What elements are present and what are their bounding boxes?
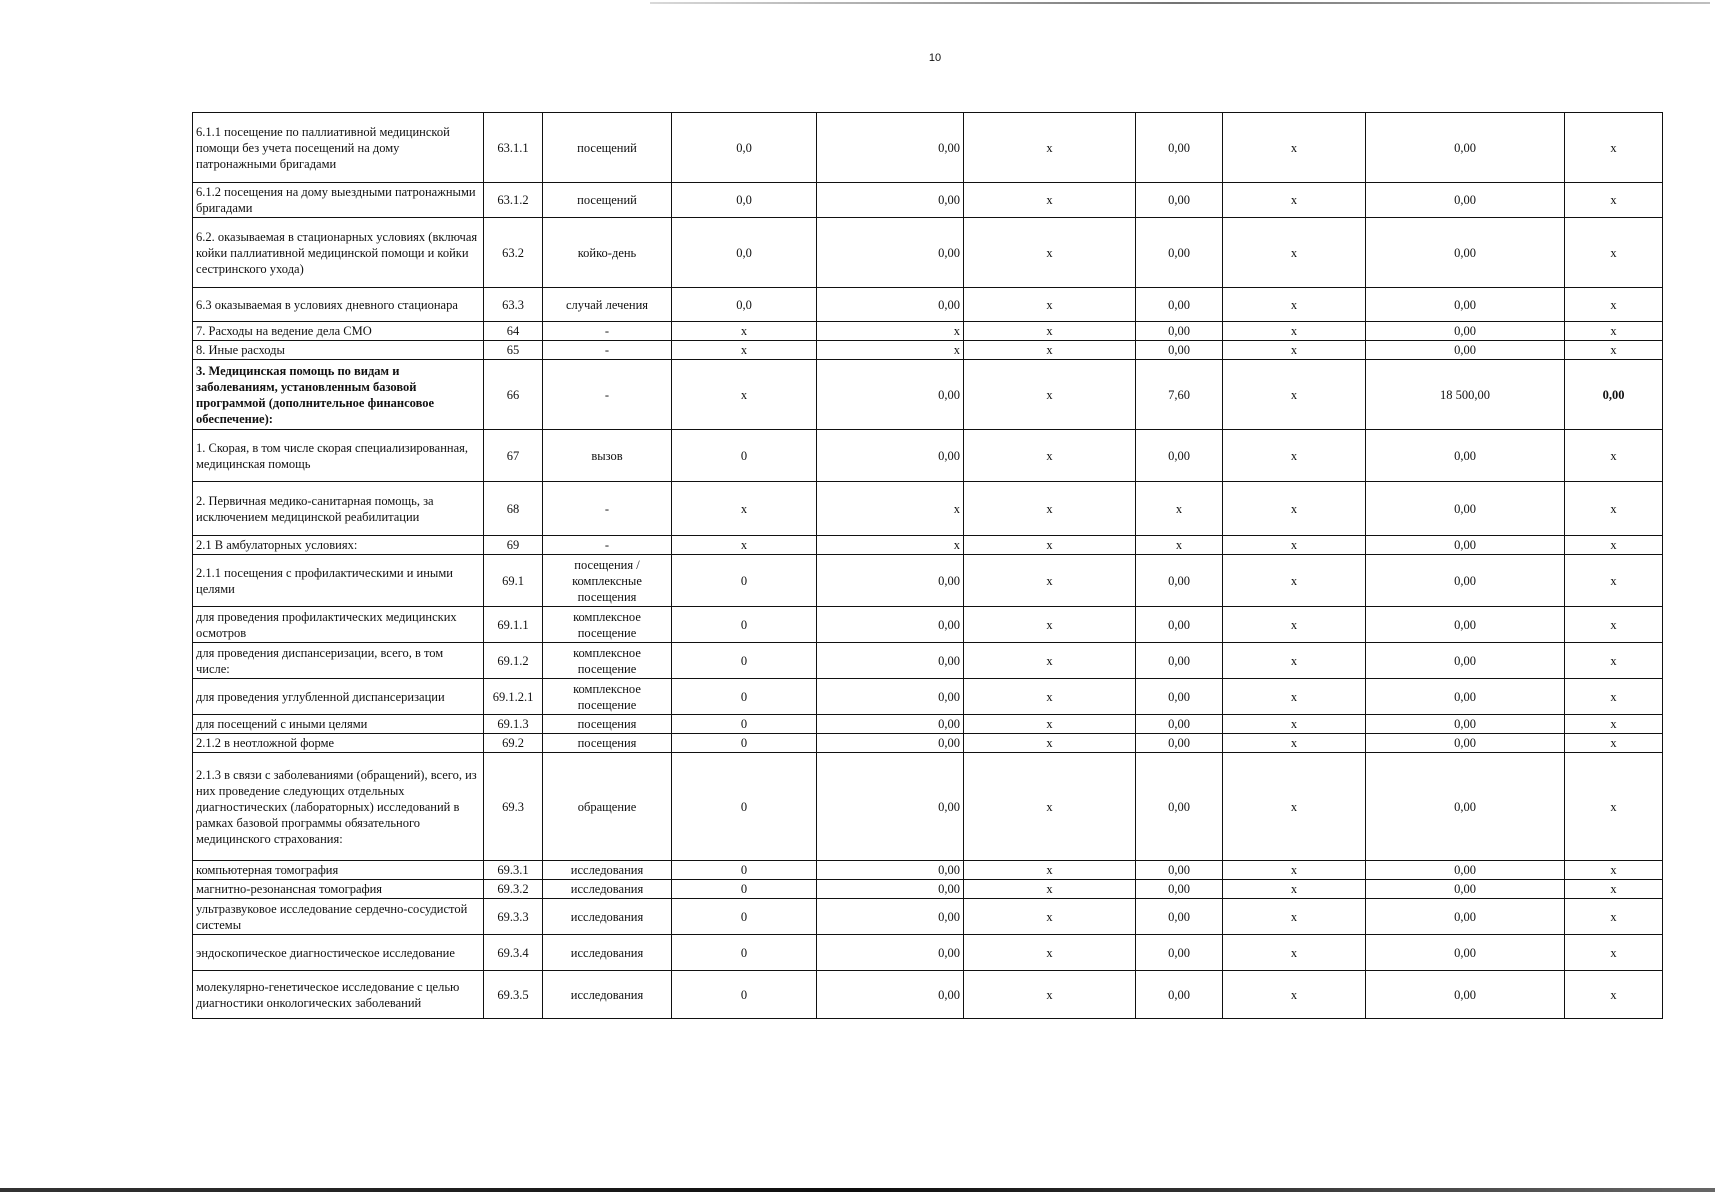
cell-col7: x	[1136, 482, 1223, 536]
cell-col8: x	[1223, 183, 1366, 218]
row-name: 2.1.1 посещения с профилактическими и иными целями	[193, 555, 484, 607]
row-name: 6.1.1 посещение по паллиативной медицинской помощи без учета посещений на дому патронажными бригадами	[193, 113, 484, 183]
cell-col8: x	[1223, 880, 1366, 899]
cell-col4: 0	[672, 607, 817, 643]
row-unit: комплексное посещение	[543, 679, 672, 715]
cell-col7: 0,00	[1136, 288, 1223, 322]
cell-col10: x	[1565, 715, 1663, 734]
cell-col7: 0,00	[1136, 322, 1223, 341]
cell-col4: x	[672, 536, 817, 555]
table-row	[193, 430, 1663, 482]
row-name: эндоскопическое диагностическое исследование	[193, 935, 484, 971]
cell-col5: 0,00	[817, 935, 964, 971]
row-name: магнитно-резонансная томография	[193, 880, 484, 899]
row-name: для посещений с иными целями	[193, 715, 484, 734]
scan-edge-bottom	[0, 1188, 1715, 1192]
table-row	[193, 322, 1663, 341]
row-name: 6.3 оказываемая в условиях дневного стационара	[193, 288, 484, 322]
table-row	[193, 113, 1663, 183]
cell-col8: x	[1223, 430, 1366, 482]
cell-col6: x	[964, 643, 1136, 679]
cell-col5: 0,00	[817, 715, 964, 734]
cell-col4: 0	[672, 935, 817, 971]
row-name: 2.1.3 в связи с заболеваниями (обращений), всего, из них проведение следующих отдельных диагностических (лабораторных) исследований в рамках базовой программы обязательного медицинского страхования:	[193, 753, 484, 861]
row-code: 69.1	[484, 555, 543, 607]
row-name: молекулярно-генетическое исследование с целью диагностики онкологических заболеваний	[193, 971, 484, 1019]
cell-col6: x	[964, 536, 1136, 555]
table-row	[193, 360, 1663, 430]
row-unit: -	[543, 482, 672, 536]
cell-col9: 0,00	[1366, 861, 1565, 880]
cell-col9: 0,00	[1366, 288, 1565, 322]
row-code: 63.1.2	[484, 183, 543, 218]
cell-col8: x	[1223, 935, 1366, 971]
row-code: 69.3.1	[484, 861, 543, 880]
row-unit: посещений	[543, 113, 672, 183]
row-code: 69.3.4	[484, 935, 543, 971]
cell-col4: 0,0	[672, 183, 817, 218]
cell-col9: 0,00	[1366, 555, 1565, 607]
cell-col5: 0,00	[817, 971, 964, 1019]
row-unit: обращение	[543, 753, 672, 861]
cell-col6: x	[964, 935, 1136, 971]
cell-col10: x	[1565, 183, 1663, 218]
cell-col5: x	[817, 536, 964, 555]
cell-col7: 0,00	[1136, 679, 1223, 715]
row-name: 8. Иные расходы	[193, 341, 484, 360]
cell-col7: 7,60	[1136, 360, 1223, 430]
cell-col8: x	[1223, 482, 1366, 536]
cell-col4: 0	[672, 715, 817, 734]
table-row	[193, 753, 1663, 861]
cell-col8: x	[1223, 360, 1366, 430]
cell-col10: x	[1565, 341, 1663, 360]
cell-col5: 0,00	[817, 861, 964, 880]
row-name: ультразвуковое исследование сердечно-сосудистой системы	[193, 899, 484, 935]
table-body	[193, 113, 1663, 1019]
cell-col6: x	[964, 899, 1136, 935]
table-row	[193, 183, 1663, 218]
cell-col9: 0,00	[1366, 430, 1565, 482]
cell-col6: x	[964, 288, 1136, 322]
table-row	[193, 607, 1663, 643]
cell-col9: 0,00	[1366, 183, 1565, 218]
cell-col5: 0,00	[817, 880, 964, 899]
cell-col10: x	[1565, 643, 1663, 679]
financing-table	[192, 112, 1663, 1019]
cell-col9: 0,00	[1366, 935, 1565, 971]
cell-col8: x	[1223, 341, 1366, 360]
cell-col6: x	[964, 715, 1136, 734]
cell-col9: 0,00	[1366, 536, 1565, 555]
row-unit: исследования	[543, 935, 672, 971]
cell-col10: x	[1565, 536, 1663, 555]
row-unit: посещений	[543, 183, 672, 218]
cell-col7: 0,00	[1136, 218, 1223, 288]
row-name: 3. Медицинская помощь по видам и заболеваниям, установленным базовой программой (дополнительное финансовое обеспечение):	[193, 360, 484, 430]
row-code: 68	[484, 482, 543, 536]
table-row	[193, 218, 1663, 288]
cell-col4: 0	[672, 679, 817, 715]
cell-col8: x	[1223, 218, 1366, 288]
row-name: 1. Скорая, в том числе скорая специализированная, медицинская помощь	[193, 430, 484, 482]
cell-col5: 0,00	[817, 899, 964, 935]
cell-col8: x	[1223, 899, 1366, 935]
row-code: 69	[484, 536, 543, 555]
cell-col9: 0,00	[1366, 899, 1565, 935]
cell-col8: x	[1223, 715, 1366, 734]
cell-col9: 0,00	[1366, 971, 1565, 1019]
row-code: 63.2	[484, 218, 543, 288]
cell-col7: 0,00	[1136, 734, 1223, 753]
cell-col9: 0,00	[1366, 113, 1565, 183]
cell-col10: x	[1565, 899, 1663, 935]
cell-col7: 0,00	[1136, 899, 1223, 935]
cell-col7: 0,00	[1136, 715, 1223, 734]
cell-col5: x	[817, 482, 964, 536]
cell-col5: x	[817, 341, 964, 360]
cell-col7: 0,00	[1136, 430, 1223, 482]
row-code: 65	[484, 341, 543, 360]
cell-col5: 0,00	[817, 734, 964, 753]
cell-col9: 0,00	[1366, 607, 1565, 643]
cell-col6: x	[964, 183, 1136, 218]
cell-col4: x	[672, 482, 817, 536]
cell-col9: 0,00	[1366, 482, 1565, 536]
cell-col10: x	[1565, 113, 1663, 183]
row-code: 64	[484, 322, 543, 341]
cell-col9: 0,00	[1366, 341, 1565, 360]
table-row	[193, 715, 1663, 734]
table-row	[193, 536, 1663, 555]
cell-col8: x	[1223, 607, 1366, 643]
cell-col6: x	[964, 482, 1136, 536]
cell-col4: 0	[672, 861, 817, 880]
row-code: 67	[484, 430, 543, 482]
cell-col8: x	[1223, 322, 1366, 341]
row-code: 63.1.1	[484, 113, 543, 183]
cell-col6: x	[964, 734, 1136, 753]
table-row	[193, 899, 1663, 935]
row-unit: койко-день	[543, 218, 672, 288]
row-unit: исследования	[543, 861, 672, 880]
cell-col10: x	[1565, 880, 1663, 899]
cell-col10: x	[1565, 430, 1663, 482]
row-unit: посещения	[543, 734, 672, 753]
table-row	[193, 861, 1663, 880]
cell-col5: 0,00	[817, 218, 964, 288]
cell-col10: x	[1565, 679, 1663, 715]
table-row	[193, 971, 1663, 1019]
cell-col5: 0,00	[817, 607, 964, 643]
row-unit: -	[543, 322, 672, 341]
cell-col9: 0,00	[1366, 643, 1565, 679]
row-name: 2.1 В амбулаторных условиях:	[193, 536, 484, 555]
row-code: 69.3.5	[484, 971, 543, 1019]
cell-col6: x	[964, 679, 1136, 715]
row-unit: комплексное посещение	[543, 607, 672, 643]
cell-col6: x	[964, 360, 1136, 430]
table-row	[193, 341, 1663, 360]
row-unit: -	[543, 360, 672, 430]
cell-col6: x	[964, 607, 1136, 643]
cell-col10: x	[1565, 935, 1663, 971]
row-name: 2. Первичная медико-санитарная помощь, за исключением медицинской реабилитации	[193, 482, 484, 536]
cell-col8: x	[1223, 753, 1366, 861]
row-name: 2.1.2 в неотложной форме	[193, 734, 484, 753]
row-name: для проведения углубленной диспансеризации	[193, 679, 484, 715]
row-unit: -	[543, 536, 672, 555]
table-row	[193, 734, 1663, 753]
cell-col10: x	[1565, 555, 1663, 607]
cell-col6: x	[964, 341, 1136, 360]
cell-col4: x	[672, 341, 817, 360]
row-unit: вызов	[543, 430, 672, 482]
cell-col7: 0,00	[1136, 643, 1223, 679]
row-code: 66	[484, 360, 543, 430]
cell-col5: 0,00	[817, 288, 964, 322]
cell-col4: 0,0	[672, 288, 817, 322]
cell-col10: x	[1565, 734, 1663, 753]
cell-col10: x	[1565, 482, 1663, 536]
row-code: 69.3.2	[484, 880, 543, 899]
cell-col8: x	[1223, 113, 1366, 183]
cell-col4: 0	[672, 971, 817, 1019]
row-name: для проведения профилактических медицинских осмотров	[193, 607, 484, 643]
cell-col9: 0,00	[1366, 715, 1565, 734]
cell-col9: 0,00	[1366, 679, 1565, 715]
cell-col8: x	[1223, 536, 1366, 555]
cell-col7: 0,00	[1136, 555, 1223, 607]
cell-col8: x	[1223, 555, 1366, 607]
cell-col4: 0	[672, 734, 817, 753]
cell-col4: 0	[672, 643, 817, 679]
row-name: 7. Расходы на ведение дела СМО	[193, 322, 484, 341]
cell-col4: 0	[672, 430, 817, 482]
table-row	[193, 935, 1663, 971]
row-code: 63.3	[484, 288, 543, 322]
table-row	[193, 288, 1663, 322]
cell-col9: 0,00	[1366, 218, 1565, 288]
cell-col6: x	[964, 430, 1136, 482]
row-unit: случай лечения	[543, 288, 672, 322]
cell-col5: 0,00	[817, 360, 964, 430]
cell-col8: x	[1223, 734, 1366, 753]
cell-col6: x	[964, 971, 1136, 1019]
cell-col7: x	[1136, 536, 1223, 555]
cell-col4: 0	[672, 753, 817, 861]
cell-col5: x	[817, 322, 964, 341]
scan-edge-top	[650, 2, 1710, 4]
cell-col10: x	[1565, 218, 1663, 288]
row-code: 69.2	[484, 734, 543, 753]
cell-col7: 0,00	[1136, 935, 1223, 971]
cell-col9: 0,00	[1366, 753, 1565, 861]
cell-col7: 0,00	[1136, 880, 1223, 899]
cell-col4: x	[672, 322, 817, 341]
page-number: 10	[928, 52, 942, 64]
cell-col9: 0,00	[1366, 322, 1565, 341]
cell-col6: x	[964, 753, 1136, 861]
cell-col5: 0,00	[817, 555, 964, 607]
table-row	[193, 555, 1663, 607]
cell-col9: 18 500,00	[1366, 360, 1565, 430]
cell-col10: x	[1565, 753, 1663, 861]
row-code: 69.1.2	[484, 643, 543, 679]
row-unit: -	[543, 341, 672, 360]
cell-col7: 0,00	[1136, 861, 1223, 880]
cell-col9: 0,00	[1366, 880, 1565, 899]
table-row	[193, 880, 1663, 899]
cell-col6: x	[964, 113, 1136, 183]
row-name: для проведения диспансеризации, всего, в том числе:	[193, 643, 484, 679]
cell-col4: 0,0	[672, 113, 817, 183]
cell-col5: 0,00	[817, 183, 964, 218]
cell-col8: x	[1223, 288, 1366, 322]
cell-col4: 0,0	[672, 218, 817, 288]
row-unit: посещения	[543, 715, 672, 734]
cell-col10: 0,00	[1565, 360, 1663, 430]
cell-col6: x	[964, 880, 1136, 899]
row-unit: исследования	[543, 971, 672, 1019]
row-name: 6.1.2 посещения на дому выездными патронажными бригадами	[193, 183, 484, 218]
cell-col8: x	[1223, 643, 1366, 679]
cell-col5: 0,00	[817, 643, 964, 679]
cell-col10: x	[1565, 322, 1663, 341]
cell-col5: 0,00	[817, 430, 964, 482]
row-name: 6.2. оказываемая в стационарных условиях (включая койки паллиативной медицинской помощи и койки сестринского ухода)	[193, 218, 484, 288]
cell-col10: x	[1565, 861, 1663, 880]
cell-col9: 0,00	[1366, 734, 1565, 753]
table-row	[193, 643, 1663, 679]
cell-col6: x	[964, 218, 1136, 288]
cell-col8: x	[1223, 679, 1366, 715]
cell-col7: 0,00	[1136, 607, 1223, 643]
cell-col5: 0,00	[817, 113, 964, 183]
cell-col8: x	[1223, 971, 1366, 1019]
row-unit: комплексное посещение	[543, 643, 672, 679]
cell-col4: 0	[672, 555, 817, 607]
cell-col8: x	[1223, 861, 1366, 880]
row-code: 69.1.2.1	[484, 679, 543, 715]
row-code: 69.3.3	[484, 899, 543, 935]
table-row	[193, 679, 1663, 715]
cell-col5: 0,00	[817, 679, 964, 715]
cell-col10: x	[1565, 607, 1663, 643]
cell-col10: x	[1565, 288, 1663, 322]
row-unit: посещения / комплексные посещения	[543, 555, 672, 607]
row-code: 69.1.1	[484, 607, 543, 643]
row-unit: исследования	[543, 880, 672, 899]
cell-col7: 0,00	[1136, 183, 1223, 218]
cell-col7: 0,00	[1136, 753, 1223, 861]
cell-col6: x	[964, 861, 1136, 880]
table-row	[193, 482, 1663, 536]
row-unit: исследования	[543, 899, 672, 935]
row-code: 69.3	[484, 753, 543, 861]
cell-col7: 0,00	[1136, 341, 1223, 360]
cell-col6: x	[964, 555, 1136, 607]
cell-col7: 0,00	[1136, 113, 1223, 183]
cell-col4: 0	[672, 880, 817, 899]
cell-col6: x	[964, 322, 1136, 341]
cell-col10: x	[1565, 971, 1663, 1019]
cell-col7: 0,00	[1136, 971, 1223, 1019]
row-code: 69.1.3	[484, 715, 543, 734]
cell-col5: 0,00	[817, 753, 964, 861]
cell-col4: 0	[672, 899, 817, 935]
cell-col4: x	[672, 360, 817, 430]
row-name: компьютерная томография	[193, 861, 484, 880]
